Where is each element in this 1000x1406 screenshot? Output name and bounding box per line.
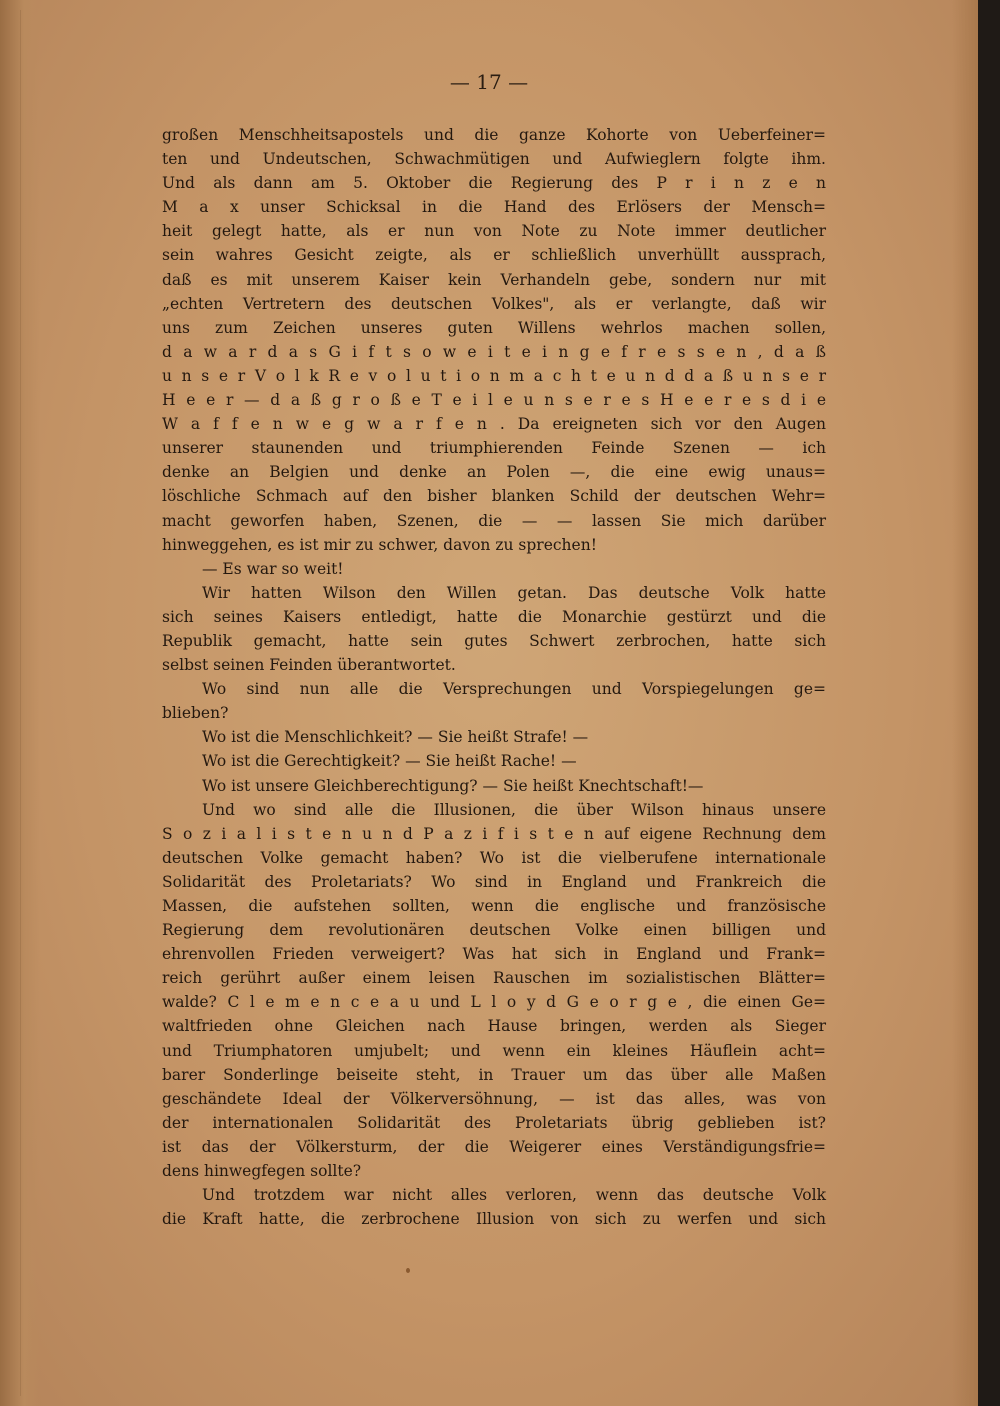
text-line: daß es mit unserem Kaiser kein Verhandeln gebe, sondern nur mit bbox=[162, 270, 826, 289]
text-line: W a f f e n w e g w a r f e n . Da ereigneten sich vor den Augen bbox=[162, 415, 826, 434]
text-line: löschliche Schmach auf den bisher blanken Schild der deutschen Wehr= bbox=[162, 487, 826, 506]
text-line: Massen, die aufstehen sollten, wenn die englische und französische bbox=[162, 897, 826, 915]
paper-spot bbox=[406, 1268, 410, 1273]
text-line: „echten Vertretern des deutschen Volkes", als er verlangte, daß wir bbox=[162, 294, 826, 313]
text-line: sich seines Kaisers entledigt, hatte die Monarchie gestürzt und die bbox=[162, 607, 826, 626]
text-line: u n s e r V o l k R e v o l u t i o n m a c h t e u n d d a ß u n s e r bbox=[162, 366, 826, 385]
text-line: sein wahres Gesicht zeigte, als er schließlich unverhüllt aussprach, bbox=[162, 246, 826, 265]
text-line: denke an Belgien und denke an Polen —, die eine ewig unaus= bbox=[162, 463, 826, 482]
text-line: hinweggehen, es ist mir zu schwer, davon zu sprechen! bbox=[162, 535, 597, 554]
text-line: Und trotzdem war nicht alles verloren, wenn das deutsche Volk bbox=[202, 1186, 826, 1205]
text-line: Und als dann am 5. Oktober die Regierung des P r i n z e n bbox=[162, 174, 826, 193]
text-line: ist das der Völkersturm, der die Weigerer eines Verständigungsfrie= bbox=[162, 1137, 826, 1156]
text-line: geschändete Ideal der Völkerversöhnung, — ist das alles, was von bbox=[162, 1089, 826, 1108]
text-line: Regierung dem revolutionären deutschen Volke einen billigen und bbox=[162, 921, 826, 940]
body-text bbox=[162, 123, 826, 1231]
text-line: ehrenvollen Frieden verweigert? Was hat sich in England und Frank= bbox=[162, 945, 826, 964]
text-line: barer Sonderlinge beiseite steht, in Trauer um das über alle Maßen bbox=[162, 1065, 826, 1084]
page-edge-shadow bbox=[952, 0, 978, 1406]
text-line: Wir hatten Wilson den Willen getan. Das deutsche Volk hatte bbox=[202, 583, 826, 602]
page-number: — 17 — bbox=[449, 70, 529, 94]
text-line: Wo ist die Gerechtigkeit? — Sie heißt Rache! — bbox=[202, 752, 577, 771]
text-line: unserer staunenden und triumphierenden Feinde Szenen — ich bbox=[162, 439, 826, 458]
text-line: selbst seinen Feinden überantwortet. bbox=[162, 656, 456, 675]
text-line: die Kraft hatte, die zerbrochene Illusion von sich zu werfen und sich bbox=[162, 1210, 826, 1229]
text-line: S o z i a l i s t e n u n d P a z i f i s t e n auf eigene Rechnung dem bbox=[162, 824, 826, 843]
text-line: M a x unser Schicksal in die Hand des Erlösers der Mensch= bbox=[162, 198, 826, 217]
text-line: H e e r — d a ß g r o ß e T e i l e u n s e r e s H e e r e s d i e bbox=[162, 391, 826, 410]
text-line: heit gelegt hatte, als er nun von Note zu Note immer deutlicher bbox=[162, 222, 826, 241]
text-line: walde? C l e m e n c e a u und L l o y d G e o r g e , die einen Ge= bbox=[162, 993, 826, 1012]
text-line: großen Menschheitsapostels und die ganze Kohorte von Ueberfeiner= bbox=[162, 126, 826, 144]
text-line: Republik gemacht, hatte sein gutes Schwert zerbrochen, hatte sich bbox=[162, 631, 826, 650]
text-line: ten und Undeutschen, Schwachmütigen und Aufwieglern folgte ihm. bbox=[162, 150, 826, 169]
text-line: d a w a r d a s G i f t s o w e i t e i n g e f r e s s e n , d a ß bbox=[162, 342, 826, 361]
text-line: Solidarität des Proletariats? Wo sind in England und Frankreich die bbox=[162, 872, 826, 891]
text-line: Und wo sind alle die Illusionen, die über Wilson hinaus unsere bbox=[202, 800, 826, 819]
text-line: uns zum Zeichen unseres guten Willens wehrlos machen sollen, bbox=[162, 318, 826, 337]
text-line: reich gerührt außer einem leisen Rauschen im sozialistischen Blätter= bbox=[162, 969, 826, 988]
text-line: Wo sind nun alle die Versprechungen und Vorspiegelungen ge= bbox=[202, 680, 826, 699]
text-line: und Triumphatoren umjubelt; und wenn ein kleines Häuflein acht= bbox=[162, 1041, 826, 1060]
text-line: Wo ist die Menschlichkeit? — Sie heißt Strafe! — bbox=[202, 728, 589, 747]
text-line: Wo ist unsere Gleichberechtigung? — Sie heißt Knechtschaft!— bbox=[202, 776, 704, 795]
text-line: macht geworfen haben, Szenen, die — — lassen Sie mich darüber bbox=[162, 511, 826, 530]
text-line: — Es war so weit! bbox=[202, 559, 344, 578]
text-line: deutschen Volke gemacht haben? Wo ist die vielberufene internationale bbox=[162, 848, 826, 867]
text-line: der internationalen Solidarität des Proletariats übrig geblieben ist? bbox=[162, 1113, 826, 1132]
text-line: waltfrieden ohne Gleichen nach Hause bringen, werden als Sieger bbox=[162, 1017, 826, 1036]
text-line: dens hinwegfegen sollte? bbox=[162, 1162, 362, 1181]
text-line: blieben? bbox=[162, 704, 229, 723]
